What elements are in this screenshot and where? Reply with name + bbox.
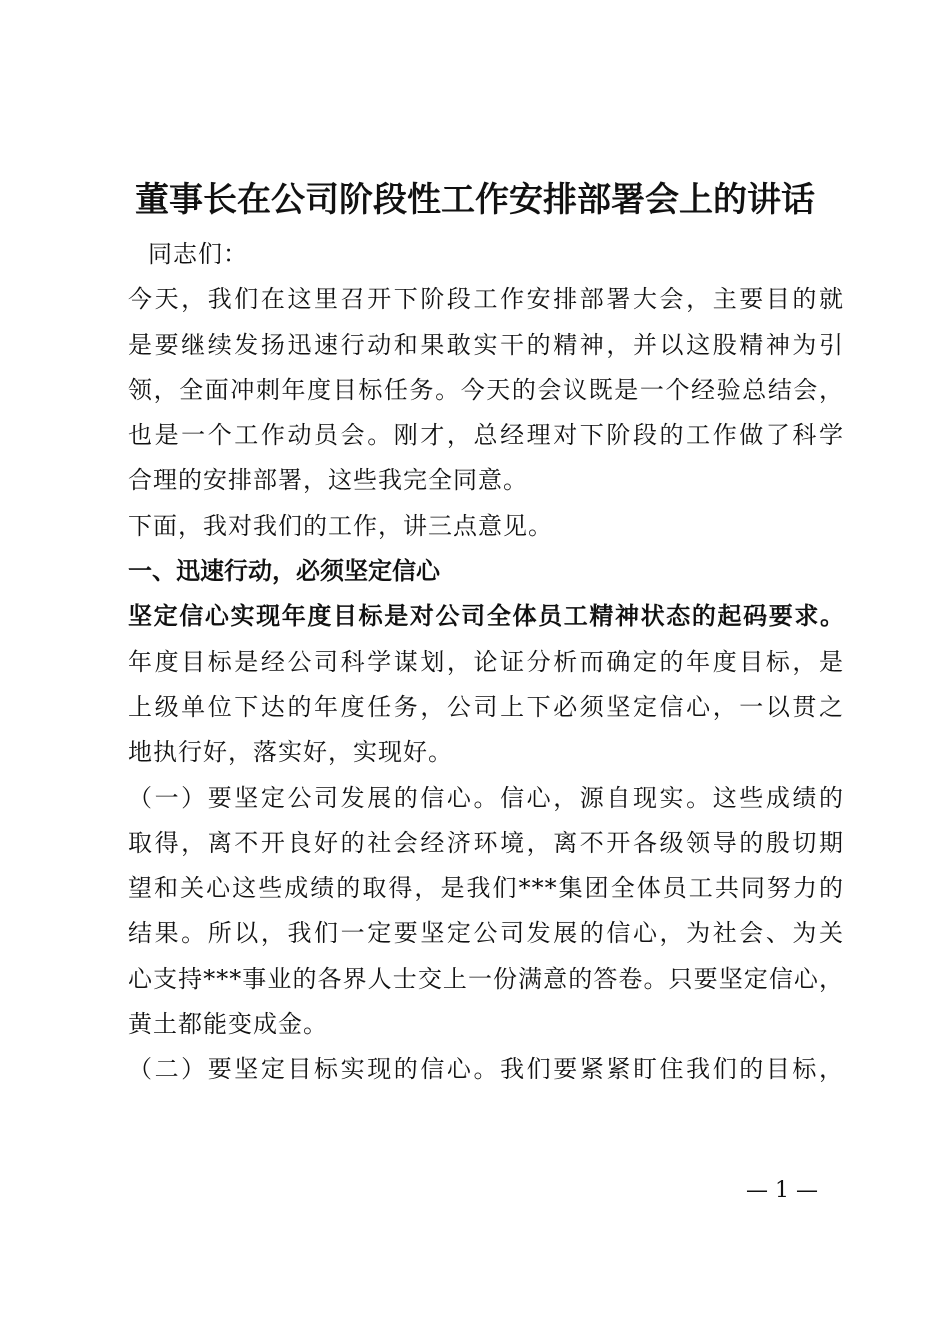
paragraph-line: 今天，我们在这里召开下阶段工作安排部署大会，主要目的就	[128, 285, 844, 314]
paragraph-line: 结果。所以，我们一定要坚定公司发展的信心，为社会、为关	[128, 919, 844, 948]
paragraph-line: 心支持***事业的各界人士交上一份满意的答卷。只要坚定信心，	[128, 964, 844, 993]
document-title: 董事长在公司阶段性工作安排部署会上的讲话	[135, 180, 815, 220]
paragraph-line: 下面，我对我们的工作，讲三点意见。	[128, 511, 553, 540]
paragraph-line: 年度目标是经公司科学谋划，论证分析而确定的年度目标，是	[128, 647, 844, 676]
paragraph-line: （一）要坚定公司发展的信心。信心，源自现实。这些成绩的	[128, 783, 844, 812]
paragraph-line: 取得，离不开良好的社会经济环境，离不开各级领导的殷切期	[128, 828, 844, 857]
document-body	[128, 232, 844, 1093]
bold-paragraph-line: 坚定信心实现年度目标是对公司全体员工精神状态的起码要求。	[128, 602, 844, 631]
paragraph-line: 黄土都能变成金。	[128, 1010, 328, 1039]
paragraph-line: 上级单位下达的年度任务，公司上下必须坚定信心，一以贯之	[128, 692, 844, 721]
paragraph-line: 是要继续发扬迅速行动和果敢实干的精神，并以这股精神为引	[128, 330, 844, 359]
paragraph-line: 望和关心这些成绩的取得，是我们***集团全体员工共同努力的	[128, 874, 844, 903]
paragraph-line: 领，全面冲刺年度目标任务。今天的会议既是一个经验总结会，	[128, 375, 844, 404]
section-heading: 一、迅速行动，必须坚定信心	[128, 557, 440, 586]
paragraph-line: （二）要坚定目标实现的信心。我们要紧紧盯住我们的目标，	[128, 1055, 844, 1084]
salutation: 同志们：	[148, 240, 248, 268]
paragraph-line: 也是一个工作动员会。刚才，总经理对下阶段的工作做了科学	[128, 421, 844, 450]
paragraph-line: 地执行好，落实好，实现好。	[128, 738, 453, 767]
paragraph-line: 合理的安排部署，这些我完全同意。	[128, 466, 528, 495]
page-number: — 1 —	[746, 1178, 818, 1203]
